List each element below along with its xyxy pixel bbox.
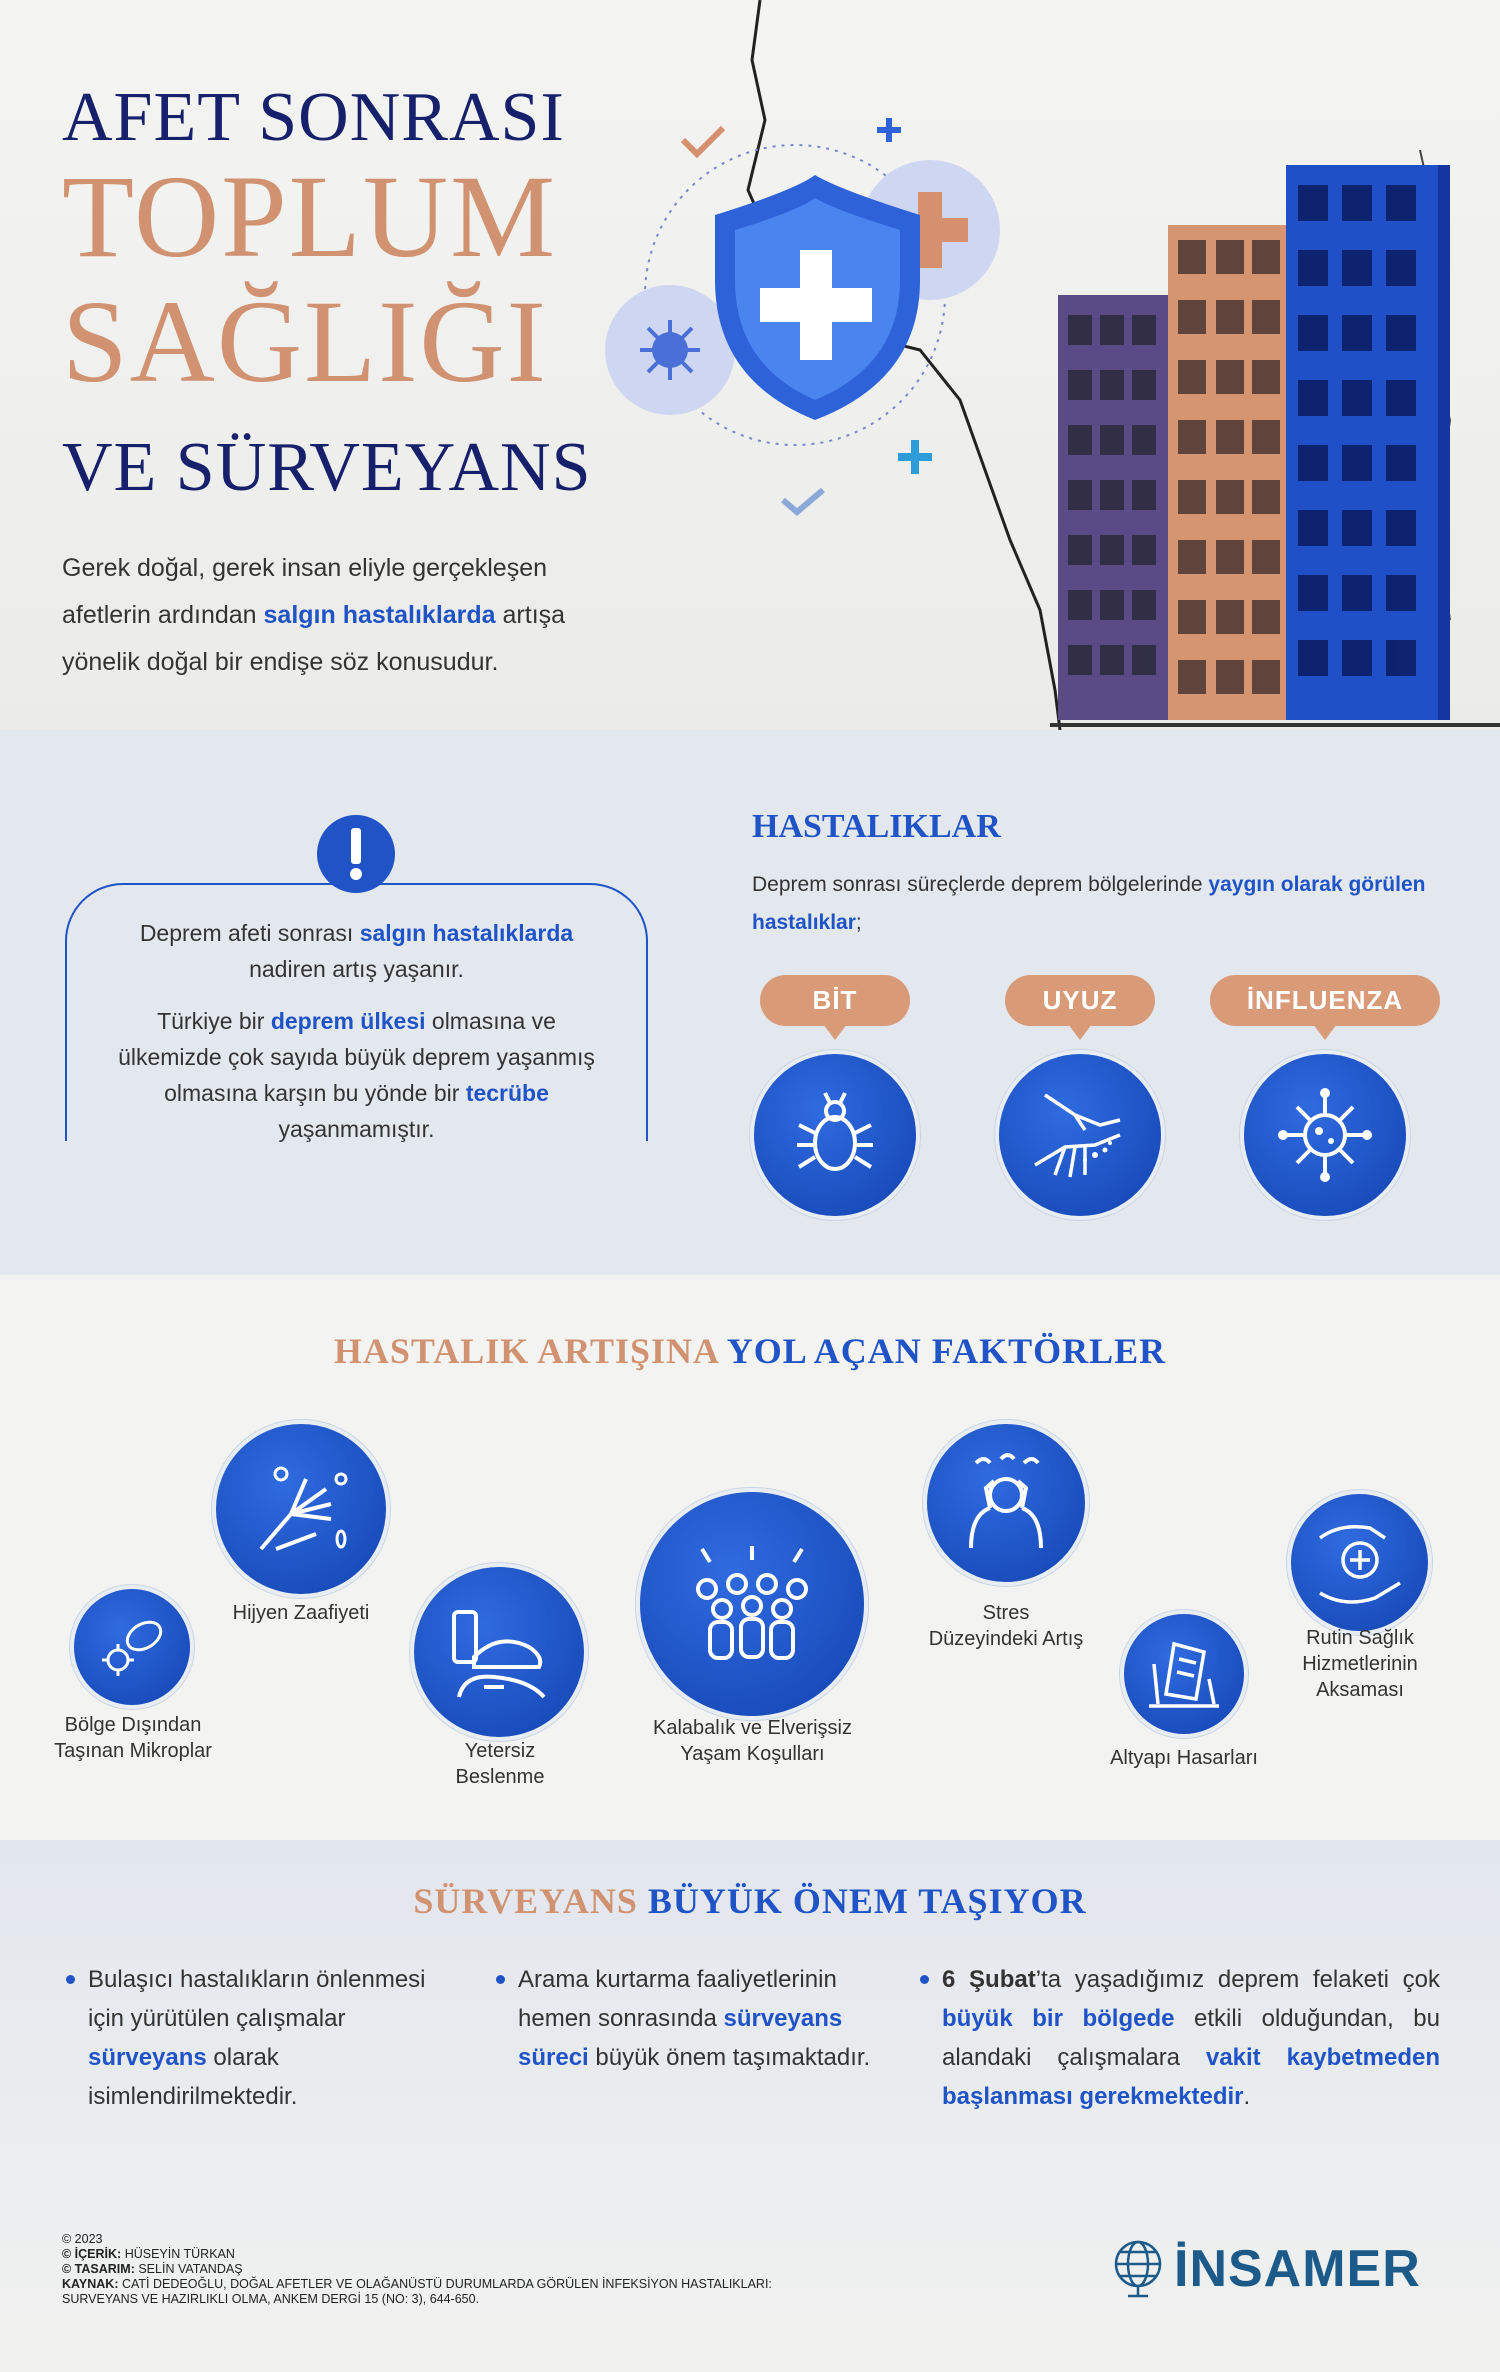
- health-shield-illustration: [600, 110, 1000, 530]
- disease-label: UYUZ: [1005, 975, 1155, 1026]
- food-icon: [410, 1563, 588, 1741]
- intro-text: Gerek doğal, gerek insan eliyle gerçekleşen afetlerin ardından salgın hastalıklarda artışa yönelik doğal bir endişe söz konusudur.: [62, 554, 566, 676]
- diseases-subtitle: Deprem sonrası süreçlerde deprem bölgelerinde yaygın olarak görülen hastalıklar;: [752, 873, 1426, 934]
- bullet-icon: [66, 1975, 75, 1984]
- disease-label: İNFLUENZA: [1210, 975, 1440, 1026]
- insamer-logo: [1112, 2238, 1421, 2300]
- hero-section: [0, 0, 1500, 730]
- damaged-buildings-illustration: [1050, 155, 1500, 730]
- disease-item-uyuz: [995, 975, 1165, 1220]
- virus-icon: [1240, 1050, 1410, 1220]
- stressed-person-icon: [923, 1420, 1089, 1586]
- info-paragraph-2: Türkiye bir deprem ülkesi olmasına ve ülkemizde çok sayıda büyük deprem yaşanmış olmasına karşın bu yönde bir tecrübe yaşanmamıştır.: [118, 1008, 595, 1142]
- healthcare-hands-icon: [1287, 1490, 1432, 1635]
- damaged-building-icon: [1120, 1610, 1248, 1738]
- louse-icon: [750, 1050, 920, 1220]
- factors-title: HASTALIK ARTIŞINA YOL AÇAN FAKTÖRLER: [333, 1331, 1167, 1371]
- factor-label: Stres Düzeyindeki Artış: [928, 1602, 1084, 1650]
- exclamation-icon: [336, 824, 376, 884]
- disease-item-influenza: [1205, 975, 1445, 1220]
- surveillance-point-1: Bulaşıcı hastalıkların önlenmesi için yürütülen çalışmalar sürveyans olarak isimlendirilmektedir.: [88, 1960, 468, 2116]
- disease-item-bit: [750, 975, 920, 1220]
- title-line3: SAĞLIĞI: [62, 276, 548, 407]
- handwash-icon: [212, 1420, 390, 1598]
- bullet-icon: [496, 1975, 505, 1984]
- bullet-icon: [920, 1975, 929, 1984]
- factor-label: Bölge Dışından Taşınan Mikroplar: [54, 1714, 212, 1762]
- factor-label: Altyapı Hasarları: [1110, 1747, 1258, 1769]
- factor-label: Kalabalık ve Elverişsiz Yaşam Koşulları: [653, 1717, 852, 1765]
- title-line4: VE SÜRVEYANS: [62, 429, 592, 506]
- crowd-icon: [636, 1488, 868, 1720]
- factor-label: Rutin Sağlık Hizmetlerinin Aksaması: [1302, 1627, 1418, 1701]
- surveillance-point-3: 6 Şubat’ta yaşadığımız deprem felaketi çok büyük bir bölgede etkili olduğundan, bu alandaki çalışmalara vakit kaybetmeden başlanması gerekmektedir.: [942, 1960, 1440, 2116]
- title-line2: TOPLUM: [62, 151, 558, 282]
- title-line1: AFET SONRASI: [62, 79, 565, 156]
- info-box: [65, 883, 648, 1141]
- factor-label: Hijyen Zaafiyeti: [232, 1602, 370, 1624]
- disease-label: BİT: [760, 975, 910, 1026]
- diseases-title: HASTALIKLAR: [752, 808, 1001, 845]
- info-paragraph-1: Deprem afeti sonrası salgın hastalıklarda nadiren artış yaşanır.: [139, 920, 574, 982]
- surveillance-title: SÜRVEYANS BÜYÜK ÖNEM TAŞIYOR: [413, 1881, 1087, 1921]
- factor-label: Yetersiz Beslenme: [455, 1740, 545, 1788]
- logo-text: İNSAMER: [1174, 2240, 1421, 2298]
- scabies-hand-icon: [995, 1050, 1165, 1220]
- globe-icon: [1112, 2238, 1164, 2300]
- surveillance-point-2: Arama kurtarma faaliyetlerinin hemen sonrasında sürveyans süreci büyük önem taşımaktadır.: [518, 1960, 878, 2077]
- germs-icon: [70, 1585, 194, 1709]
- footer-credits: © 2023 © İÇERİK: HÜSEYİN TÜRKAN © TASARIM: SELİN VATANDAŞ KAYNAK: CATİ DEDEOĞLU, DOĞAL AFETLER VE OLAĞANÜSTÜ DURUMLARDA GÖRÜLEN İNFEKSİYON HASTALIKLARI: SURVEYANS VE HAZIRLIKLI OLMA, ANKEM DERGİ 15 (NO: 3), 644-650.: [62, 2232, 772, 2306]
